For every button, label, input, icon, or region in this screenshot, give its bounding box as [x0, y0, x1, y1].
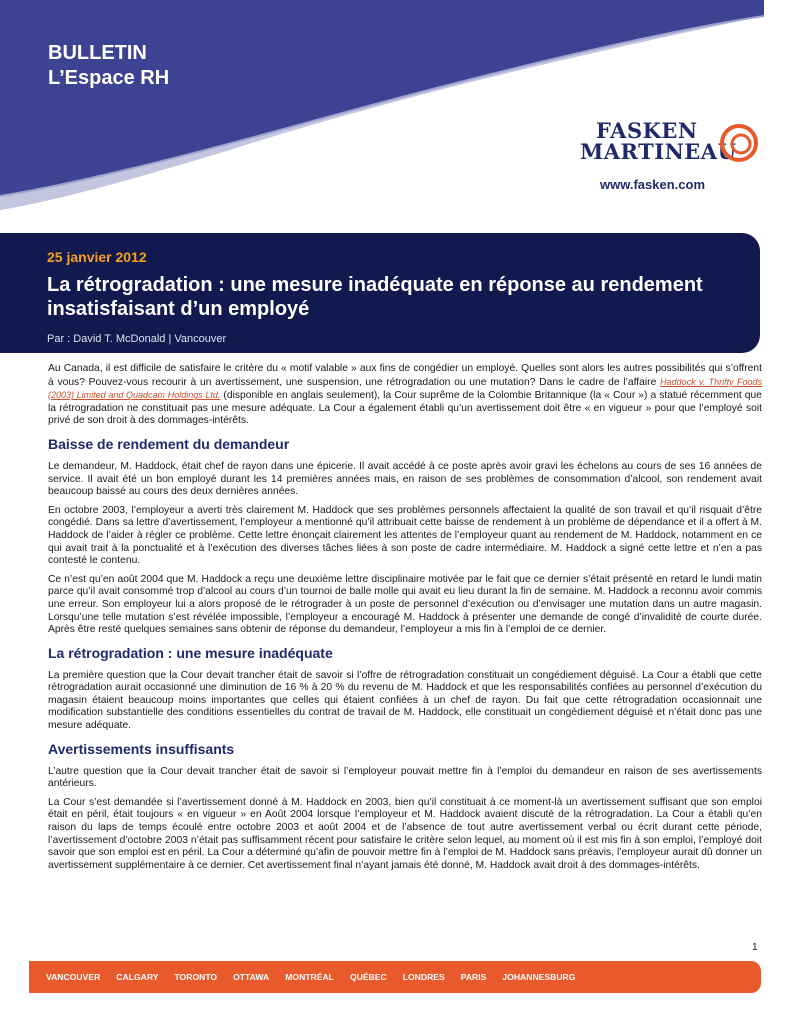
section-1-paragraph-3: Ce n’est qu’en août 2004 que M. Haddock a reçu une deuxième lettre disciplinaire motivée par le fait que ce dernier s’était présenté en retard le lundi matin parce qu’il avait consommé trop d’alcool au cours d’un tournoi de balle molle qui avait eu lieu durant la fin de semaine. M. Haddock a reconnu avoir commis une erreur. Son employeur lui a alors proposé de le rétrograder à un poste de personnel d’exécution ou d’envisager une mutation dans un autre magasin. Lorsqu’une telle mutation s’est révélée impossible, l’employeur a encouragé M. Haddock à présenter une demande de congé d’invalidité de courte durée. Après être resté quelques semaines sans obtenir de réponse du demandeur, l’employeur a mis fin à l’emploi de ce dernier.	[48, 573, 762, 636]
section-3-paragraph-1: L’autre question que la Cour devait trancher était de savoir si l’employeur pouvait mettre fin à l’emploi du demandeur en raison de ses avertissements antérieurs.	[48, 765, 762, 790]
footer-city: MONTRÉAL	[285, 972, 334, 982]
section-3-paragraph-2: La Cour s’est demandée si l’avertissement donné à M. Haddock en 2003, bien qu’il constituait à ce moment-là un avertissement suffisant que son emploi était en péril, était toujours « en vigueur » en Août 2004 lorsque l’employeur et M. Haddock avaient discuté de la rétrogradation. La Cour a établi qu’en raison du laps de temps écoulé entre octobre 2003 et août 2004 et de l’absence de tout autre avertissement verbal ou écrit durant cette période, l’avertissement d’octobre 2003 n’était pas suffisamment récent pour satisfaire le critère selon lequel, au moment où il est mis fin à son emploi, l’employé doit savoir que son emploi est en péril. La Cour a déterminé qu’afin de pouvoir mettre fin à l’emploi de M. Haddock sans préavis, l’employeur aurait dû donner un avertissement supplémentaire à ce dernier. Cet avertissement final n’ayant jamais été donné, M. Haddock avait droit à des dommages-intérêts.	[48, 796, 762, 871]
intro-text-before-link: Au Canada, il est difficile de satisfaire le critère du « motif valable » aux fins de congédier un employé. Quelles sont alors les autres possibilités qui s’offrent à vous? Pouvez-vous recourir à un avertissement, une suspension, une rétrogradation ou une mutation? Dans le cadre de l’affaire	[48, 363, 762, 388]
section-2-paragraph-1: La première question que la Cour devait trancher était de savoir si l’offre de rétrogradation constituait un congédiement déguisé. La Cour a établi que cette rétrogradation aurait occasionné une diminution de 16 % à 20 % du revenu de M. Haddock et que les responsabilités confiées au personnel d’exécution du magasin étaient beaucoup moins importantes que celles qui étaient confiées à un chef de rayon. Du fait que cette rétrogradation occasionnait une modification substantielle des conditions essentielles du contrat de travail de M. Haddock, elle constituait un congédiement déguisé et n’était donc pas une mesure adéquate.	[48, 669, 762, 732]
logo-text-fasken: FASKEN	[596, 118, 698, 143]
section-heading-baisse: Baisse de rendement du demandeur	[48, 435, 290, 452]
article-byline: Par : David T. McDonald | Vancouver	[47, 333, 227, 345]
footer-city: QUÉBEC	[349, 972, 387, 982]
article-title: La rétrogradation : une mesure inadéquate en réponse au rendement insatisfaisant d’un employé	[47, 274, 703, 320]
article-body	[48, 363, 762, 878]
header-swoosh-graphic	[0, 0, 791, 230]
bulletin-line-1: BULLETIN	[48, 42, 147, 64]
bulletin-date: 25 janvier 2012	[47, 249, 147, 265]
logo-ring-icon	[718, 122, 760, 164]
footer-city: TORONTO	[174, 972, 218, 982]
footer-city: CALGARY	[116, 972, 159, 982]
footer-cities-list	[46, 961, 591, 993]
section-1-paragraph-2: En octobre 2003, l’employeur a averti très clairement M. Haddock que ses problèmes personnels affectaient la qualité de son travail et qu’il risquait d’être congédié. Dans sa lettre d’avertissement, l’employeur a mentionné qu’il attribuait cette baisse de rendement à un problème de dépendance et il a offert à M. Haddock de l’aider à régler ce problème. Cette lettre énonçait clairement les attentes de l’employeur quant au rendement de M. Haddock, notamment en ce qui avait trait à la ponctualité et à l’exécution des diverses tâches liées à son poste de cadre intermédiaire. M. Haddock a signé cette lettre et n’en a pas contesté le contenu.	[48, 504, 762, 567]
footer-city: PARIS	[460, 972, 487, 982]
page-number: 1	[752, 942, 758, 953]
footer-office-bar	[29, 961, 761, 993]
bulletin-title	[48, 41, 169, 91]
website-link[interactable]: www.fasken.com	[600, 177, 705, 192]
intro-paragraph	[48, 363, 762, 428]
section-1-paragraph-1: Le demandeur, M. Haddock, était chef de rayon dans une épicerie. Il avait accédé à ce poste après avoir gravi les échelons au cours de ses 16 années de service. Il avait été un bon employé durant les 14 premières années mais, en raison de ses problèmes de consommation d’alcool, son rendement avait beaucoup baissé au cours des deux dernières années.	[48, 460, 762, 498]
section-heading-avertissements: Avertissements insuffisants	[48, 740, 235, 757]
logo-text-martineau: MARTINEAU	[580, 139, 737, 164]
case-link[interactable]: Haddock v. Thrifty Foods (2003) Limited and Quadcam Holdings Ltd.	[48, 376, 763, 401]
footer-city: LONDRES	[402, 972, 445, 982]
footer-city: OTTAWA	[233, 972, 270, 982]
intro-text-after-link: (disponible en anglais seulement), la Cour suprême de la Colombie Britannique (la « Cour ») a statué récemment que la rétrogradation ne constituait pas une mesure adéquate. La Cour a également établi qu’un avertissement doit être « en vigueur » pour que l’employé soit privé de son droit à des dommages-intérêts.	[48, 390, 762, 427]
section-heading-retrogradation: La rétrogradation : une mesure inadéquate	[48, 644, 333, 661]
bulletin-line-2: L’Espace RH	[48, 67, 170, 89]
footer-city: JOHANNESBURG	[502, 972, 576, 982]
footer-city: VANCOUVER	[46, 972, 101, 982]
